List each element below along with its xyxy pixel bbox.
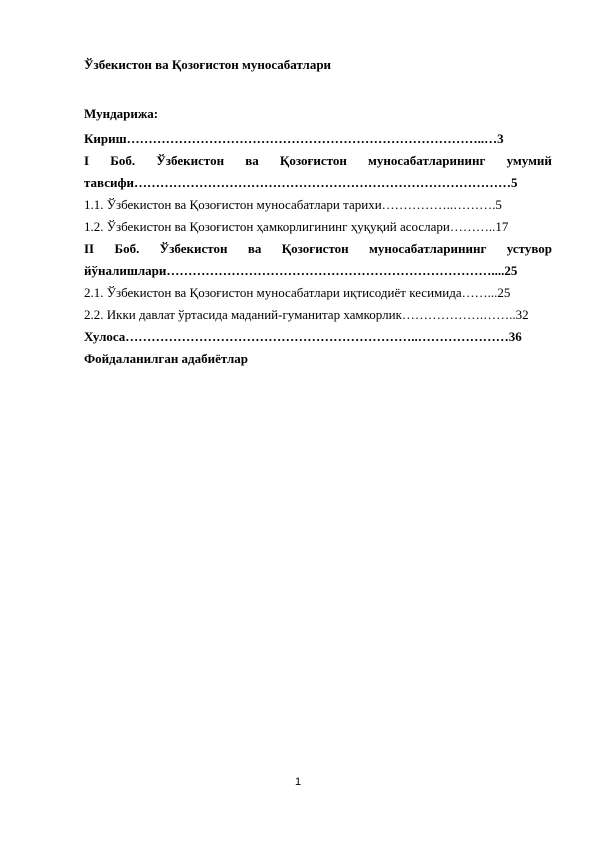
toc-heading: Мундарижа: <box>84 106 159 121</box>
toc-entry-conclusion: Хулоса…………………………………………………………..…………………36 <box>84 329 522 344</box>
toc-word: умумий <box>506 153 552 168</box>
toc-entry-introduction: Кириш………………………………………………………………………..…3 <box>84 131 504 146</box>
toc-word: ва <box>247 241 262 256</box>
toc-entry-chapter-1-line-1 <box>84 150 552 172</box>
toc-word: ва <box>245 153 259 168</box>
toc-word: Қозоғистон <box>281 241 349 256</box>
toc-entry-section-1-1: 1.1. Ўзбекистон ва Қозоғистон муносабатлари тарихи……………..……….5 <box>84 197 502 212</box>
table-of-contents <box>84 128 552 370</box>
toc-word: муносабатларининг <box>369 241 487 256</box>
toc-entry-chapter-1-line-2: тавсифи……………………………………………………………………………5 <box>84 175 518 190</box>
toc-entry-references: Фойдаланилган адабиётлар <box>84 351 248 366</box>
toc-entry-section-2-2: 2.2. Икки давлат ўртасида маданий-гуманитар хамкорлик……………….……..32 <box>84 307 529 322</box>
page-number: 1 <box>294 776 302 788</box>
toc-entry-chapter-2-line-2: йўналишлари…………………………………………………………………....25 <box>84 263 518 278</box>
toc-word: муносабатларининг <box>368 153 486 168</box>
toc-word: Боб. <box>110 153 136 168</box>
document-title: Ўзбекистон ва Қозоғистон муносабатлари <box>84 57 332 72</box>
toc-entry-section-2-1: 2.1. Ўзбекистон ва Қозоғистон муносабатлари иқтисодиёт кесимида……...25 <box>84 285 511 300</box>
toc-word: Ўзбекистон <box>159 241 228 256</box>
toc-word: I <box>84 153 90 168</box>
toc-word: Қозоғистон <box>279 153 347 168</box>
toc-word: II <box>84 241 95 256</box>
toc-entry-chapter-2-line-1 <box>84 238 552 260</box>
toc-word: Боб. <box>114 241 140 256</box>
toc-entry-section-1-2: 1.2. Ўзбекистон ва Қозоғистон ҳамкорлигининг ҳуқуқий асослари………..17 <box>84 219 509 234</box>
toc-word: Ўзбекистон <box>156 153 225 168</box>
toc-word: устувор <box>506 241 552 256</box>
